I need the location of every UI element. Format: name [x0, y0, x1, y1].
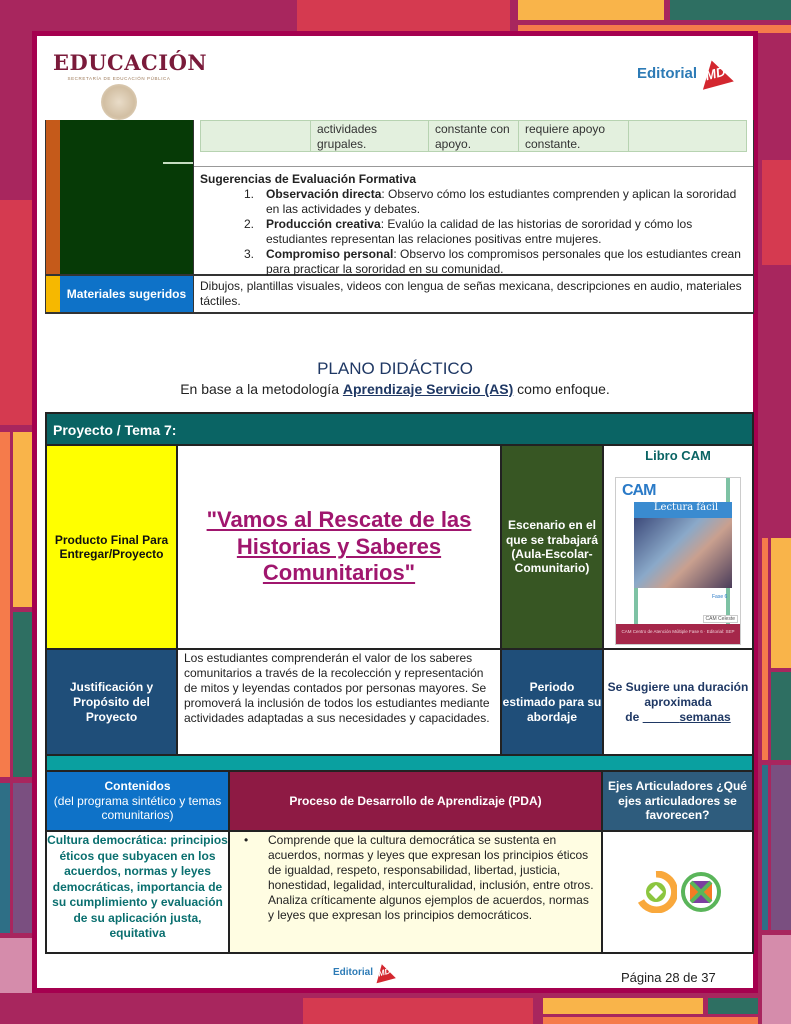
book-cell	[604, 446, 752, 648]
project-header: Proyecto / Tema 7:	[47, 414, 752, 446]
contenido-text: Cultura democrática: principios éticos que subyacen en los acuerdos, normas y leyes democráticas, importancia de su cumplimiento y evaluación de su aplicación justa, equitativa	[47, 832, 230, 952]
contents-header: Contenidos (del programa sintético y temas comunitarios)	[47, 772, 230, 830]
scenario-label: Escenario en el que se trabajará (Aula-Escolar-Comunitario)	[502, 446, 604, 648]
bg-tile-bottom-red	[303, 998, 533, 1024]
book-cover-image: CAM Lectura fácil Fase 6 CAM Celeste CAM Centro de Atención Múltiple Fase 6 · Editorial: SEP	[615, 477, 741, 645]
evaluation-title: Sugerencias de Evaluación Formativa	[200, 172, 417, 186]
pda-header: Proceso de Desarrollo de Aprendizaje (PDA)	[230, 772, 603, 830]
ejes-icons	[603, 832, 752, 952]
justification-text: Los estudiantes comprenderán el valor de los saberes comunitarios a través de la recolección y representación de mitos y leyendas contados por personas mayores. Se promoverá la inclusión de todos los estudiantes mediante actividades adaptadas a sus necesidades y capacidades.	[178, 650, 502, 754]
plano-heading	[37, 359, 753, 397]
book-cover-photo	[634, 518, 732, 588]
teal-separator	[47, 756, 752, 772]
footer-logo: Editorial MD	[333, 964, 394, 981]
product-label: Producto Final Para Entregar/Proyecto	[47, 446, 178, 648]
page-number: Página 28 de 37	[621, 970, 716, 985]
bg-tile-left-pink	[0, 938, 32, 993]
bg-tile-left-red	[0, 200, 32, 425]
bg-tile-right-pink	[762, 935, 791, 1024]
pda-text: • Comprende que la cultura democrática se sustenta en acuerdos, normas y leyes que expresan los principios éticos de igualdad, respeto, responsabilidad, libertad, justicia, honestidad, legalidad, interculturalidad, inclusión, entre otros. Analiza críticamente algunos ejemplos de acuerdos, normas y leyes que expresan los principios democráticos.	[230, 832, 603, 952]
evaluation-table	[45, 120, 754, 314]
duration-blank[interactable]	[643, 710, 680, 724]
document-page	[32, 31, 758, 993]
plano-title: PLANO DIDÁCTICO	[317, 359, 473, 378]
national-seal-icon	[101, 84, 137, 120]
editorial-md-text: Editorial	[636, 64, 697, 82]
md-triangle-icon: MD	[696, 56, 734, 89]
bg-tile-red	[297, 0, 510, 31]
bg-tile-left-green	[13, 612, 32, 777]
bg-tile-left-orange	[0, 432, 10, 777]
sep-logo-subtitle: SECRETARÍA DE EDUCACIÓN PÚBLICA	[67, 76, 171, 81]
justification-label: Justificación y Propósito del Proyecto	[47, 650, 178, 754]
rubric-cell	[201, 121, 311, 151]
sep-logo-title: EDUCACIÓN	[53, 50, 208, 75]
methodology-link[interactable]: Aprendizaje Servicio (AS)	[342, 381, 514, 397]
bg-tile-left-yellow	[13, 432, 32, 607]
period-label: Periodo estimado para su abordaje	[502, 650, 604, 754]
bg-tile-right-green	[771, 672, 791, 760]
interculturalidad-critica-icon	[681, 872, 721, 912]
bg-tile-bottom-yellow	[543, 998, 703, 1014]
formative-evaluation	[194, 166, 753, 277]
orange-sidebar	[45, 120, 60, 274]
project-title: "Vamos al Rescate de las Historias y Saberes Comunitarios"	[206, 507, 472, 586]
duration-cell: Se Sugiere una duración aproximada de semanas	[607, 679, 749, 724]
label-cell-dark-green	[60, 120, 194, 274]
rubric-cell: requiere apoyo constante.	[519, 121, 629, 151]
project-title-cell	[178, 446, 502, 648]
sep-logo	[53, 50, 207, 120]
bg-tile-green	[670, 0, 791, 20]
bg-tile-bottom-green	[708, 998, 758, 1014]
bg-tile-yellow	[518, 0, 664, 20]
md-triangle-icon: MD	[372, 962, 396, 984]
evaluation-item: 1. Observación directa: Observo cómo los estudiantes comprenden y aplican la sororidad en las actividades y debates.	[244, 187, 737, 216]
rubric-cell: actividades grupales.	[311, 121, 429, 151]
bg-tile-right-yellow	[771, 538, 791, 668]
project-table	[45, 412, 754, 954]
bg-tile-right-purple	[771, 765, 791, 930]
rubric-cell	[629, 121, 746, 151]
book-label: Libro CAM	[645, 448, 711, 463]
bg-tile-left-purple	[13, 783, 32, 933]
ejes-header: Ejes Articuladores ¿Qué ejes articuladores se favorecen?	[603, 772, 752, 830]
bg-tile-bottom-orange	[543, 1017, 758, 1024]
rubric-cell: constante con apoyo.	[429, 121, 519, 151]
evaluation-item: 3. Compromiso personal: Observo los compromisos personales que los estudiantes crean para practicar la sororidad en su comunidad.	[244, 247, 741, 276]
table-row	[47, 832, 752, 952]
bg-tile-magenta	[0, 0, 290, 31]
yellow-sidebar	[45, 276, 60, 312]
materials-text: Dibujos, plantillas visuales, videos con lengua de señas mexicana, descripciones en audio, materiales táctiles.	[194, 276, 754, 312]
materials-label: Materiales sugeridos	[60, 276, 194, 312]
rubric-row	[200, 120, 747, 152]
bg-tile-left-teal	[0, 783, 10, 933]
bg-tile-right-orange	[762, 538, 768, 760]
bg-tile-right-red	[762, 160, 791, 265]
evaluation-item: 2. Producción creativa: Evalúo la calidad de las historias de sororidad y cómo los estudiantes representan las relaciones positivas entre mujeres.	[244, 217, 693, 246]
plano-subtitle: En base a la metodología Aprendizaje Servicio (AS) como enfoque.	[180, 381, 610, 397]
bg-tile-right-teal	[762, 765, 768, 930]
inclusion-icon	[635, 871, 677, 913]
editorial-md-logo	[637, 60, 731, 86]
